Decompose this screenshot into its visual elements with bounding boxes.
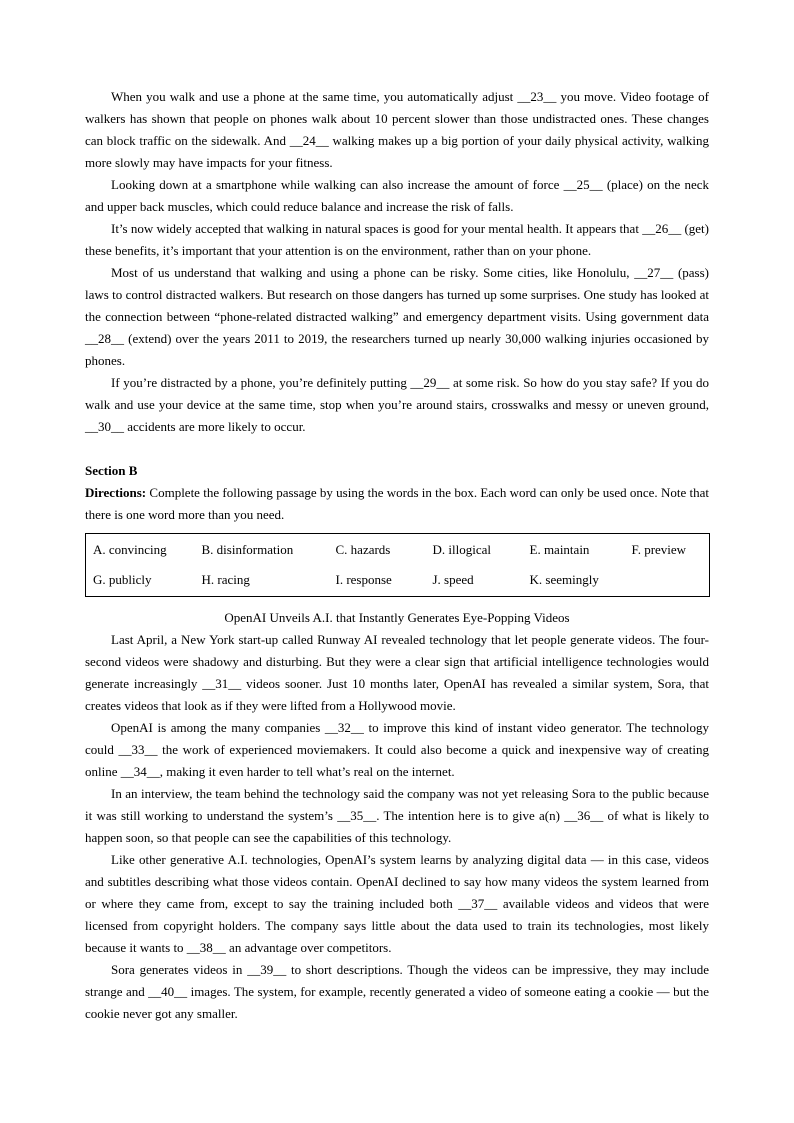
word-option: B. disinformation <box>201 542 294 557</box>
word-box-row <box>86 534 710 566</box>
directions-label: Directions: <box>85 485 147 500</box>
section-b-paragraph-4: Like other generative A.I. technologies, OpenAI’s system learns by analyzing digital data — in this case, videos and subtitles describing what those videos contain. OpenAI declined to say how many videos the system learned from or where they came from, except to say the training included both __37__ available videos and videos that were licensed from copyright holders. The company says little about the data used to train its technologies, most likely because it wants to __38__ an advantage over competitors. <box>85 852 709 955</box>
word-box-row <box>86 565 710 597</box>
section-b-passage <box>85 629 709 1025</box>
word-option: A. convincing <box>93 542 167 557</box>
section-a-paragraph-1: When you walk and use a phone at the same time, you automatically adjust __23__ you move. Video footage of walkers has shown that people on phones walk about 10 percent slower than those undistracted ones. These changes can block traffic on the sidewalk. And __24__ walking makes up a big portion of your daily physical activity, walking more slowly may have impacts for your fitness. <box>85 89 709 170</box>
word-option: G. publicly <box>93 572 152 587</box>
word-option: H. racing <box>201 572 250 587</box>
word-option: I. response <box>335 572 392 587</box>
word-box <box>85 533 710 597</box>
word-option: J. speed <box>432 572 474 587</box>
section-a <box>85 86 709 438</box>
word-option: C. hazards <box>335 542 391 557</box>
exam-page <box>85 86 709 1025</box>
word-option: F. preview <box>631 542 687 557</box>
section-b-paragraph-2: OpenAI is among the many companies __32__ to improve this kind of instant video generator. The technology could __33__ the work of experienced moviemakers. It could also become a quick and inexpensive way of creating online __34__, making it even harder to tell what’s real on the internet. <box>85 720 709 779</box>
section-b-title: Section B <box>85 463 138 478</box>
section-b-paragraph-1: Last April, a New York start-up called Runway AI revealed technology that let people generate videos. The four-second videos were shadowy and disturbing. But they were a clear sign that artificial intelligence technologies would generate increasingly __31__ videos sooner. Just 10 months later, OpenAI has revealed a similar system, Sora, that creates videos that look as if they were lifted from a Hollywood movie. <box>85 632 709 713</box>
section-a-paragraph-4: Most of us understand that walking and using a phone can be risky. Some cities, like Honolulu, __27__ (pass) laws to control distracted walkers. But research on those dangers has turned up some surprises. One study has looked at the connection between “phone-related distracted walking” and emergency department visits. Using government data __28__ (extend) over the years 2011 to 2019, the researchers turned up nearly 30,000 walking injuries occasioned by phones. <box>85 265 709 368</box>
section-b-paragraph-3: In an interview, the team behind the technology said the company was not yet releasing Sora to the public because it was still working to understand the system’s __35__. The intention here is to give a(n) __36__ of what is likely to happen soon, so that people can see the capabilities of this technology. <box>85 786 709 845</box>
directions <box>85 482 709 526</box>
word-option: D. illogical <box>432 542 491 557</box>
directions-text: Complete the following passage by using the words in the box. Each word can only be used once. Note that there is one word more than you need. <box>85 485 709 522</box>
section-a-paragraph-3: It’s now widely accepted that walking in natural spaces is good for your mental health. It appears that __26__ (get) these benefits, it’s important that your attention is on the environment, rather than on your phone. <box>85 221 709 258</box>
passage-title: OpenAI Unveils A.I. that Instantly Generates Eye-Popping Videos <box>224 610 570 625</box>
word-option-empty <box>625 565 710 597</box>
section-a-paragraph-2: Looking down at a smartphone while walking can also increase the amount of force __25__ (place) on the neck and upper back muscles, which could reduce balance and increase the risk of falls. <box>85 177 709 214</box>
section-a-paragraph-5: If you’re distracted by a phone, you’re definitely putting __29__ at some risk. So how do you stay safe? If you do walk and use your device at the same time, stop when you’re around stairs, crosswalks and messy or uneven ground, __30__ accidents are more likely to occur. <box>85 375 709 434</box>
word-option: E. maintain <box>529 542 590 557</box>
section-b-paragraph-5: Sora generates videos in __39__ to short descriptions. Though the videos can be impressive, they may include strange and __40__ images. The system, for example, recently generated a video of someone eating a cookie — but the cookie never got any smaller. <box>85 962 709 1021</box>
word-option: K. seemingly <box>529 572 599 587</box>
